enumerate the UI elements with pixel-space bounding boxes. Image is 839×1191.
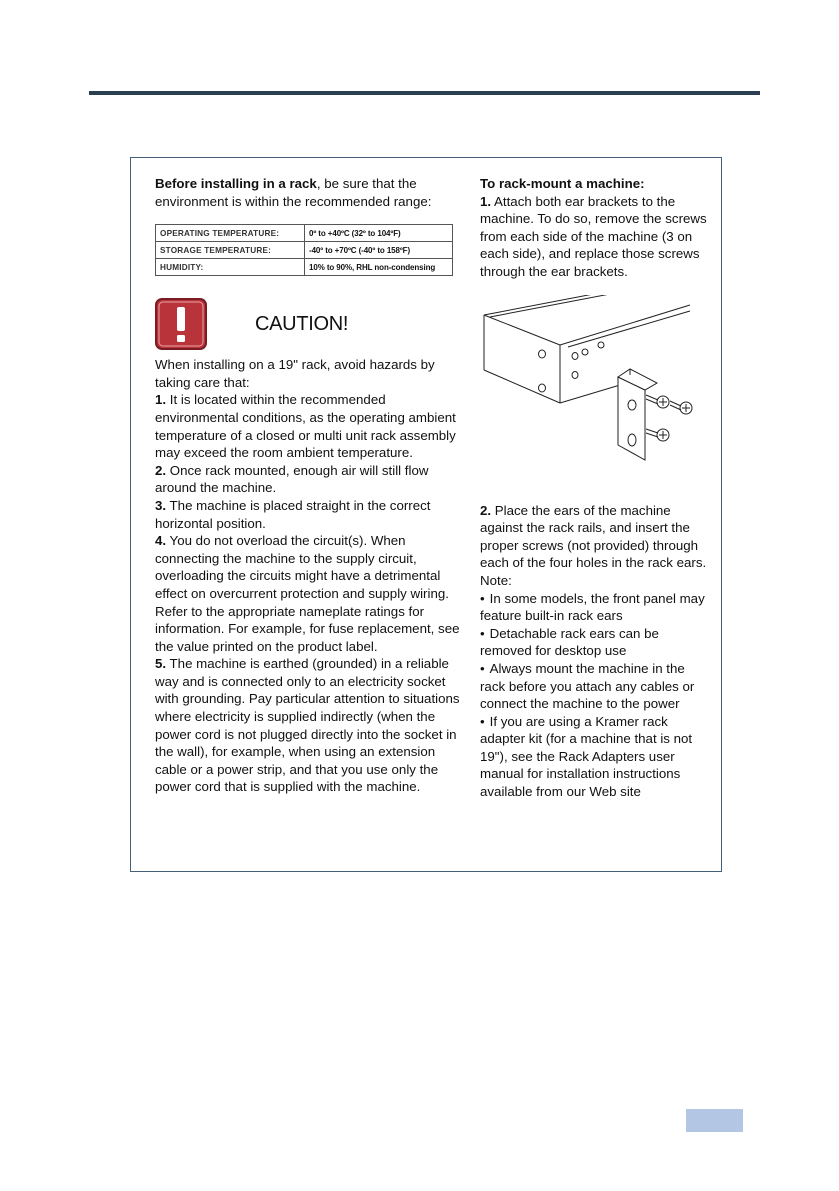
caution-header	[155, 296, 467, 352]
caution-body	[155, 356, 467, 796]
item-number: 3.	[155, 497, 167, 513]
note-item: • Detachable rack ears can be removed for desktop use	[480, 625, 710, 660]
item-text: The machine is earthed (grounded) in a reliable way and is connected only to an electricity socket with grounding. Pay particular attention to situations where electricity is supplied indirectly (when the power cord is not plugged directly into the socket in the wall), for example, when using an extension cable or a power strip, and that you use only the power cord that is supplied with the machine.	[155, 656, 460, 795]
rack-ear-diagram	[480, 295, 700, 475]
item-text: Once rack mounted, enough air will still flow around the machine.	[155, 462, 429, 496]
list-item	[155, 497, 467, 532]
table-row	[156, 225, 453, 242]
intro-bold: Before installing in a rack	[155, 176, 317, 191]
caution-intro: When installing on a 19" rack, avoid hazards by taking care that:	[155, 357, 435, 390]
env-value: 0º to +40ºC (32º to 104ºF)	[305, 225, 453, 242]
environment-table	[155, 224, 453, 276]
rack-mount-title: To rack-mount a machine:	[480, 176, 645, 191]
note-item: • If you are using a Kramer rack adapter kit (for a machine that is not 19"), see the Rack Adapters user manual for installation instructions available from our Web site	[480, 713, 710, 801]
item-number: 2.	[155, 462, 167, 478]
page-number-tab	[686, 1109, 743, 1132]
list-item	[155, 655, 467, 796]
list-item	[155, 391, 467, 461]
right-column	[480, 175, 710, 801]
item-text: The machine is placed straight in the correct horizontal position.	[155, 497, 431, 531]
step-2	[480, 502, 710, 572]
env-label: STORAGE TEMPERATURE:	[156, 242, 305, 259]
list-item	[155, 462, 467, 497]
caution-title: CAUTION!	[255, 312, 349, 335]
step-text: Place the ears of the machine against the rack rails, and insert the proper screws (not provided) through each of the four holes in the rack ears.	[480, 502, 707, 571]
table-row	[156, 242, 453, 259]
item-text: You do not overload the circuit(s). When connecting the machine to the supply circuit, overloading the circuits might have a detrimental effect on overcurrent protection and supply wiring. Refer to the appropriate nameplate ratings for information. For example, for fuse replacement, see the value printed on the product label.	[155, 533, 460, 654]
step-2-block	[480, 502, 710, 801]
env-label: HUMIDITY:	[156, 259, 305, 276]
env-value: 10% to 90%, RHL non-condensing	[305, 259, 453, 276]
note-label: Note:	[480, 572, 512, 588]
item-number: 1.	[155, 392, 167, 408]
list-item	[155, 532, 467, 655]
item-text: It is located within the recommended environmental conditions, as the operating ambient temperature of a closed or multi unit rack assembly may exceed the room ambient temperature.	[155, 392, 456, 461]
table-row	[156, 259, 453, 276]
note-item: • In some models, the front panel may feature built-in rack ears	[480, 590, 710, 625]
item-number: 4.	[155, 533, 167, 549]
caution-icon	[155, 298, 207, 350]
env-label: OPERATING TEMPERATURE:	[156, 225, 305, 242]
left-column	[155, 175, 467, 796]
rack-installation-box	[130, 157, 722, 872]
note-item: • Always mount the machine in the rack before you attach any cables or connect the machine to the power	[480, 660, 710, 713]
intro-rest: , be sure that the environment is within the recommended range:	[155, 176, 432, 209]
step-number: 2.	[480, 502, 492, 518]
step-number: 1.	[480, 193, 492, 209]
env-value: -40º to +70ºC (-40º to 158ºF)	[305, 242, 453, 259]
intro-text	[155, 175, 467, 210]
item-number: 5.	[155, 656, 167, 672]
header-rule	[89, 91, 760, 95]
step-1	[480, 193, 710, 281]
step-text: Attach both ear brackets to the machine. To do so, remove the screws from each side of the machine (3 on each side), and replace those screws through the ear brackets.	[480, 193, 707, 279]
